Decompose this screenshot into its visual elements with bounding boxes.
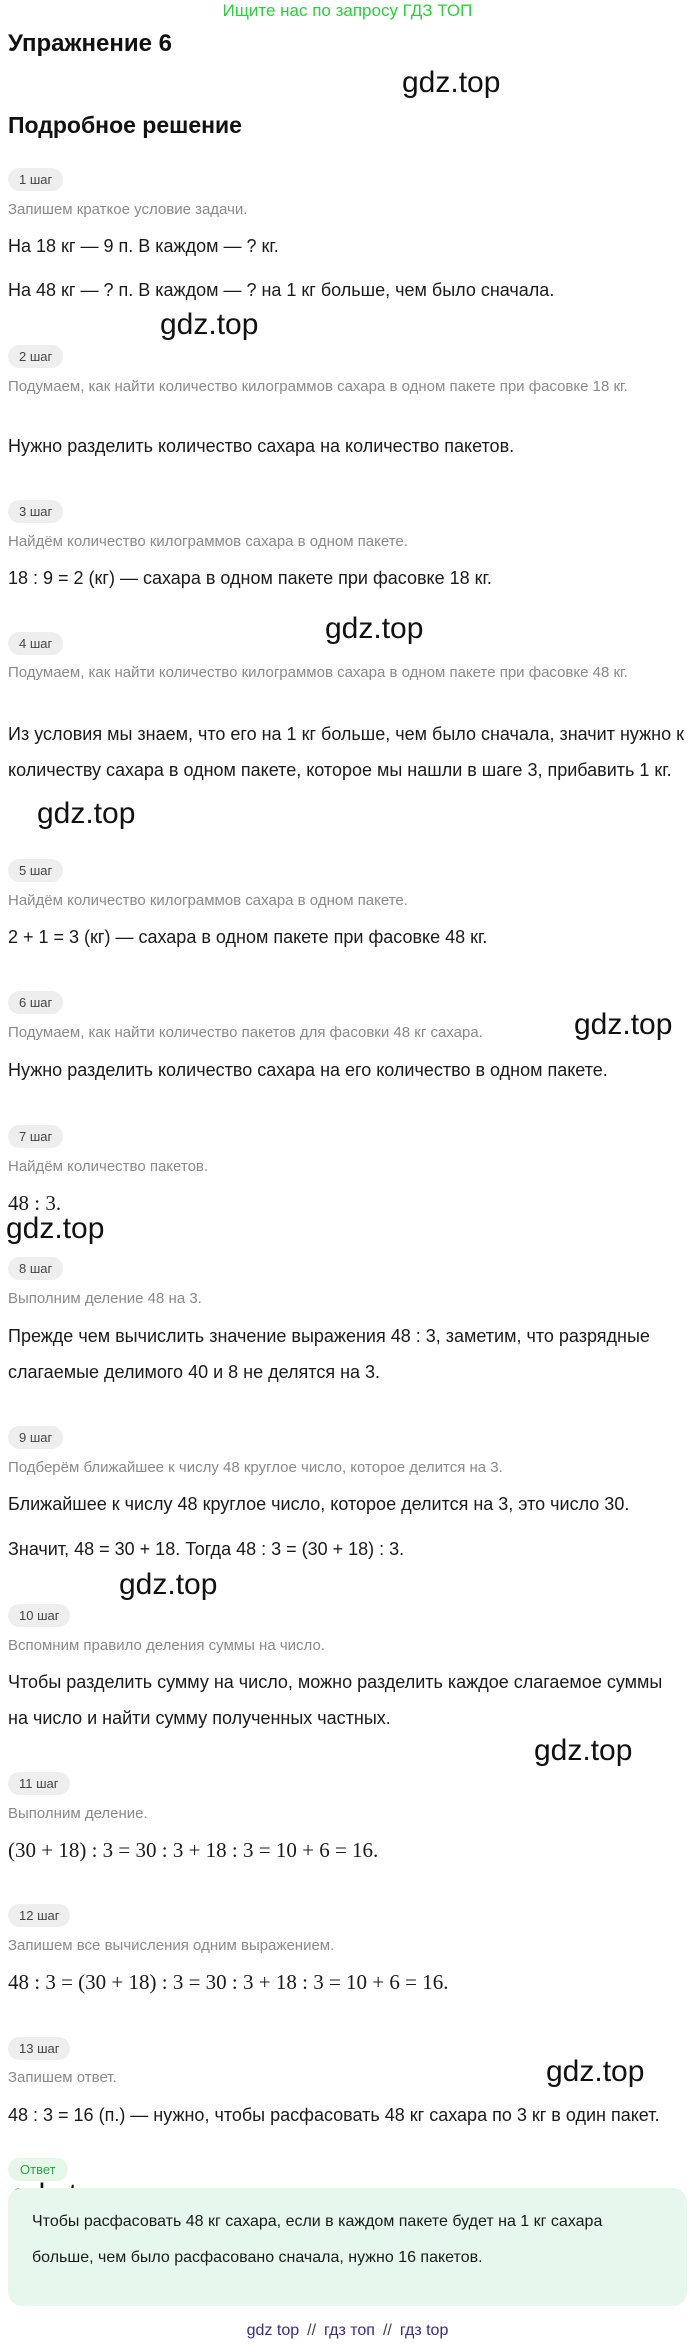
step-badge: 9 шаг (8, 1426, 63, 1449)
step-badge: 7 шаг (8, 1125, 63, 1148)
top-banner: Ищите нас по запросу ГДЗ ТОП (222, 1, 473, 20)
solution-line: 48 : 3 = 16 (п.) — нужно, чтобы расфасовать 48 кг сахара по 3 кг в один пакет. (8, 2105, 660, 2125)
step-hint: Подберём ближайшее к числу 48 круглое число, которое делится на 3. (8, 1459, 503, 1476)
step-hint: Найдём количество пакетов. (8, 1158, 209, 1175)
solution-line: Чтобы разделить сумму на число, можно разделить каждое слагаемое суммы на число и найти сумму полученных частных. (8, 1672, 663, 1728)
watermark: gdz.top (534, 1734, 633, 1767)
footer-links (0, 2322, 695, 2340)
step-hint: Подумаем, как найти количество килограммов сахара в одном пакете при фасовке 48 кг. (8, 664, 628, 681)
step-badge: 11 шаг (8, 1772, 70, 1795)
step-hint: Запишем все вычисления одним выражением. (8, 1937, 335, 1954)
solution-line: (30 + 18) : 3 = 30 : 3 + 18 : 3 = 10 + 6 = 16. (8, 1838, 379, 1862)
footer-link-gdz-top[interactable]: gdz top (246, 2322, 300, 2339)
step-badge: 6 шаг (8, 991, 63, 1014)
watermark: gdz.top (6, 1212, 105, 1245)
solution-line: 48 : 3 = (30 + 18) : 3 = 30 : 3 + 18 : 3 = 10 + 6 = 16. (8, 1970, 449, 1994)
watermark: gdz.top (574, 1008, 673, 1041)
step-badge: 3 шаг (8, 500, 63, 523)
answer-box (8, 2188, 687, 2306)
watermark: gdz.top (325, 612, 424, 645)
answer-text: Чтобы расфасовать 48 кг сахара, если в каждом пакете будет на 1 кг сахара больше, чем было расфасовано сначала, нужно 16 пакетов. (32, 2213, 603, 2266)
watermark: gdz.top (119, 1568, 218, 1601)
solution-line: Из условия мы знаем, что его на 1 кг больше, чем было сначала, значит нужно к количеству сахара в одном пакете, которое мы нашли в шаге 3, прибавить 1 кг. (8, 724, 684, 780)
step-badge: 8 шаг (8, 1257, 63, 1280)
solution-line: На 18 кг — 9 п. В каждом — ? кг. (8, 236, 279, 256)
footer-link-gdz-top-mixed[interactable]: гдз top (399, 2322, 449, 2339)
step-hint: Найдём количество килограммов сахара в одном пакете. (8, 533, 408, 550)
step-badge: 4 шаг (8, 632, 63, 655)
step-hint: Подумаем, как найти количество килограммов сахара в одном пакете при фасовке 18 кг. (8, 378, 628, 395)
step-hint: Подумаем, как найти количество пакетов для фасовки 48 кг сахара. (8, 1024, 483, 1041)
footer-separator: // (382, 2322, 392, 2339)
solution-line: 48 : 3. (8, 1191, 62, 1215)
page-title: Упражнение 6 (8, 30, 172, 57)
step-badge: 13 шаг (8, 2037, 70, 2060)
watermark: gdz.top (37, 797, 136, 830)
step-badge: 2 шаг (8, 345, 63, 368)
step-hint: Вспомним правило деления суммы на число. (8, 1637, 325, 1654)
step-badge: 5 шаг (8, 859, 63, 882)
footer-separator: // (307, 2322, 317, 2339)
step-hint: Выполним деление. (8, 1805, 148, 1822)
solution-line: Ближайшее к числу 48 круглое число, которое делится на 3, это число 30. (8, 1494, 630, 1514)
section-title: Подробное решение (8, 112, 242, 138)
step-hint: Запишем ответ. (8, 2069, 117, 2086)
answer-badge: Ответ (8, 2158, 68, 2181)
solution-line: Значит, 48 = 30 + 18. Тогда 48 : 3 = (30 + 18) : 3. (8, 1539, 405, 1559)
solution-line: 18 : 9 = 2 (кг) — сахара в одном пакете при фасовке 18 кг. (8, 568, 492, 588)
solution-line: Прежде чем вычислить значение выражения 48 : 3, заметим, что разрядные слагаемые делимого 40 и 8 не делятся на 3. (8, 1326, 650, 1382)
step-hint: Выполним деление 48 на 3. (8, 1290, 202, 1307)
step-hint: Найдём количество килограммов сахара в одном пакете. (8, 892, 408, 909)
watermark: gdz.top (402, 66, 501, 99)
step-badge: 10 шаг (8, 1604, 70, 1627)
watermark: gdz.top (160, 308, 259, 341)
step-badge: 12 шаг (8, 1904, 70, 1927)
solution-line: На 48 кг — ? п. В каждом — ? на 1 кг больше, чем было сначала. (8, 280, 555, 300)
step-hint: Запишем краткое условие задачи. (8, 201, 248, 218)
watermark: gdz.top (546, 2055, 645, 2088)
solution-line: 2 + 1 = 3 (кг) — сахара в одном пакете при фасовке 48 кг. (8, 927, 488, 947)
solution-line: Нужно разделить количество сахара на его количество в одном пакете. (8, 1060, 608, 1080)
step-badge: 1 шаг (8, 168, 63, 191)
footer-link-gdz-top-ru[interactable]: гдз топ (324, 2322, 375, 2339)
solution-line: Нужно разделить количество сахара на количество пакетов. (8, 436, 515, 456)
